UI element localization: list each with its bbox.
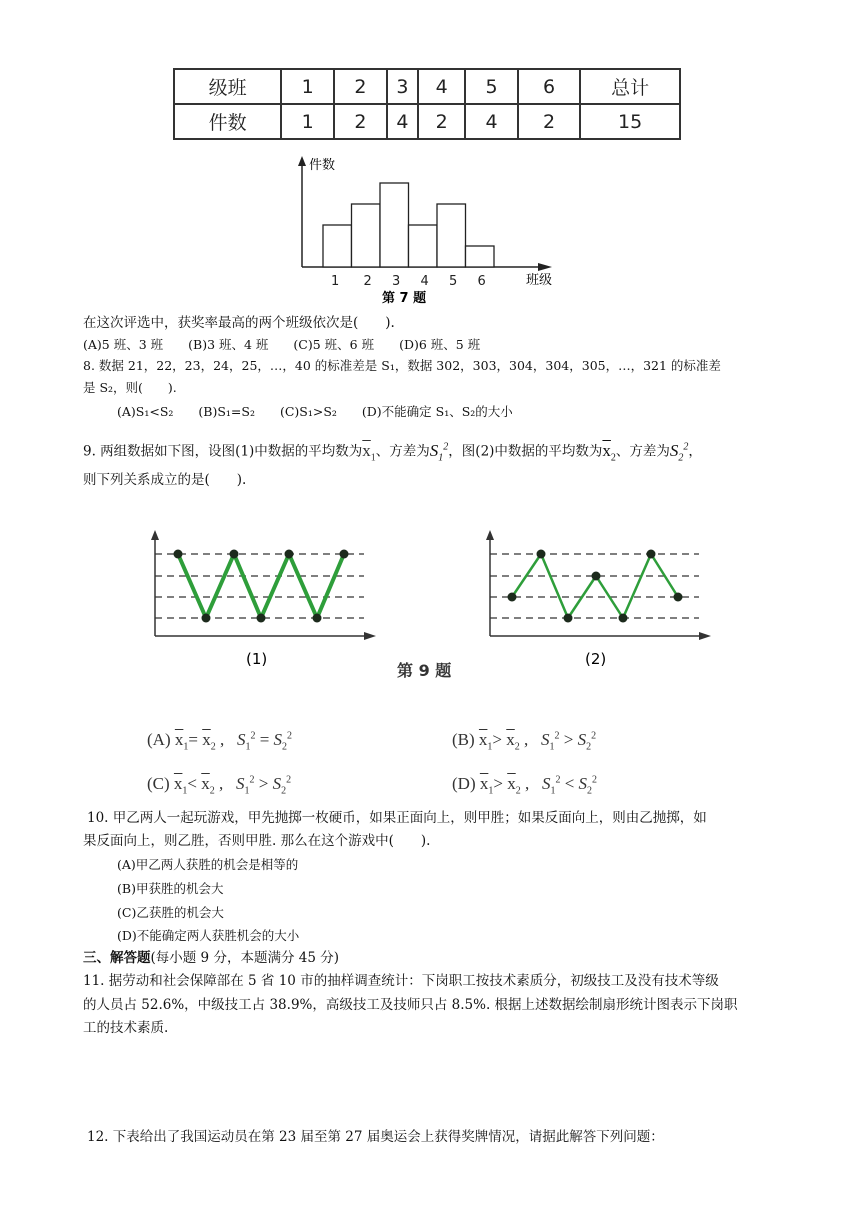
x-tick-label: 4 bbox=[420, 274, 429, 289]
table-cell: 2 bbox=[334, 69, 387, 104]
table-cell: 2 bbox=[334, 104, 387, 139]
histogram-tick-labels bbox=[331, 274, 486, 289]
q7-options: (A)5 班、3 班 (B)3 班、4 班 (C)5 班、6 班 (D)6 班、5 班 bbox=[83, 337, 481, 352]
q9-stem bbox=[83, 437, 702, 468]
histogram-bar bbox=[409, 225, 438, 267]
histogram-figure-7 bbox=[280, 152, 570, 308]
table-row bbox=[174, 69, 680, 104]
histogram-bar bbox=[437, 204, 466, 267]
x-axis-arrow bbox=[538, 263, 552, 271]
chart-series bbox=[508, 550, 683, 623]
data-point bbox=[674, 593, 683, 602]
q9-option-a: (A) $\overline{x}_1= \overline{x}_2$ , $S_1^2 = S_2^2$ bbox=[147, 730, 293, 753]
table-cell: 1 bbox=[281, 69, 334, 104]
chart-2-label: (2) bbox=[585, 650, 607, 668]
data-point bbox=[257, 614, 266, 623]
histogram-y-label: 件数 bbox=[309, 158, 336, 173]
histogram-bar bbox=[380, 183, 409, 267]
table-cell: 2 bbox=[418, 104, 465, 139]
class-award-table bbox=[173, 68, 681, 140]
q10-line1: 10. 甲乙两人一起玩游戏，甲先抛掷一枚硬币，如果正面向上，则甲胜；如果反面向上，则由乙抛掷，如 bbox=[87, 810, 707, 826]
x-tick-label: 2 bbox=[363, 274, 372, 289]
q9-option-b: (B) $\overline{x}_1> \overline{x}_2$ , $S_1^2 > S_2^2$ bbox=[452, 730, 597, 753]
chart-series bbox=[174, 550, 349, 623]
q9-text-e: ， bbox=[688, 443, 702, 460]
data-point bbox=[647, 550, 656, 559]
q9-option-d: (D) $\overline{x}_1> \overline{x}_2$ , $S_1^2 < S_2^2$ bbox=[452, 774, 598, 797]
data-point bbox=[230, 550, 239, 559]
data-point bbox=[313, 614, 322, 623]
x-tick-label: 1 bbox=[331, 274, 340, 289]
histogram-bars bbox=[323, 183, 494, 267]
option-label: (C) bbox=[147, 774, 170, 793]
option-label: (A) bbox=[147, 730, 171, 749]
line-chart-figure-9-2 bbox=[475, 528, 715, 670]
mean-x1-symbol: $\overline{x}_1$ bbox=[362, 440, 376, 464]
q12-line1: 12. 下表给出了我国运动员在第 23 届至第 27 届奥运会上获得奖牌情况，请据此解答下列问题： bbox=[87, 1129, 664, 1145]
q11-line3: 工的技术素质. bbox=[83, 1020, 169, 1036]
q9-text-c: ，图(2)中数据的平均数为 bbox=[448, 443, 603, 460]
table-row bbox=[174, 104, 680, 139]
data-point bbox=[174, 550, 183, 559]
q10-option-d: (D)不能确定两人获胜机会的大小 bbox=[117, 928, 300, 943]
q9-line2: 则下列关系成立的是( ). bbox=[83, 472, 247, 488]
q10-option-c: (C)乙获胜的机会大 bbox=[117, 905, 224, 920]
histogram-bar bbox=[466, 246, 495, 267]
figure-7-caption: 第 7 题 bbox=[382, 291, 427, 306]
chart-axes bbox=[151, 530, 376, 640]
q10-option-b: (B)甲获胜的机会大 bbox=[117, 881, 224, 896]
data-point bbox=[340, 550, 349, 559]
chart-1-label: (1) bbox=[246, 650, 268, 668]
table-cell: 6 bbox=[518, 69, 580, 104]
data-point bbox=[592, 572, 601, 581]
q11-line1: 11. 据劳动和社会保障部在 5 省 10 市的抽样调查统计：下岗职工按技术素质分，初级技工及没有技术等级 bbox=[83, 973, 719, 989]
table-cell: 总计 bbox=[580, 69, 680, 104]
table-cell: 件数 bbox=[174, 104, 281, 139]
table-cell: 1 bbox=[281, 104, 334, 139]
q9-text-b: 、方差为 bbox=[375, 443, 430, 460]
series-line bbox=[512, 554, 678, 618]
line-chart-figure-9-1 bbox=[140, 528, 380, 670]
q9-option-c: (C) $\overline{x}_1< \overline{x}_2$ , $S_1^2 > S_2^2$ bbox=[147, 774, 292, 797]
figure-9-caption: 第 9 题 bbox=[397, 661, 452, 680]
data-point bbox=[285, 550, 294, 559]
x-axis-arrow bbox=[364, 632, 376, 640]
mean-x2-symbol: $\overline{x}_2$ bbox=[602, 440, 616, 464]
q9-text-d: 、方差为 bbox=[615, 443, 670, 460]
y-axis-arrow bbox=[151, 530, 159, 540]
table-cell: 5 bbox=[465, 69, 518, 104]
histogram-bar bbox=[352, 204, 381, 267]
table-cell: 2 bbox=[518, 104, 580, 139]
table-cell: 3 bbox=[387, 69, 418, 104]
q10-option-a: (A)甲乙两人获胜的机会是相等的 bbox=[117, 857, 299, 872]
data-point bbox=[202, 614, 211, 623]
q11-line2: 的人员占 52.6%，中级技工占 38.9%，高级技工及技师只占 8.5%. 根据上述数据绘制扇形统计图表示下岗职 bbox=[83, 997, 738, 1013]
y-axis-arrow bbox=[298, 156, 306, 166]
series-line bbox=[178, 554, 344, 618]
table-cell: 4 bbox=[418, 69, 465, 104]
section-3-note: (每小题 9 分，本题满分 45 分) bbox=[150, 950, 339, 966]
q10-line2: 果反面向上，则乙胜，否则甲胜. 那么在这个游戏中( ). bbox=[83, 833, 431, 849]
section-3-heading bbox=[83, 948, 339, 968]
histogram-bar bbox=[323, 225, 352, 267]
table-cell: 4 bbox=[387, 104, 418, 139]
variance-s1-symbol: $S_1^2$ bbox=[429, 440, 449, 464]
data-point bbox=[508, 593, 517, 602]
table-cell: 级班 bbox=[174, 69, 281, 104]
q7-stem: 在这次评选中，获奖率最高的两个班级依次是( ). bbox=[83, 315, 395, 331]
option-label: (D) bbox=[452, 774, 476, 793]
y-axis-arrow bbox=[486, 530, 494, 540]
q8-line1: 8. 数据 21，22，23，24，25，…，40 的标准差是 S₁，数据 302，303，304，304，305，…，321 的标准差 bbox=[83, 358, 721, 373]
chart-gridlines bbox=[490, 554, 699, 618]
q9-text-a: 9. 两组数据如下图，设图(1)中数据的平均数为 bbox=[83, 443, 363, 460]
option-label: (B) bbox=[452, 730, 475, 749]
x-tick-label: 5 bbox=[449, 274, 458, 289]
table-cell: 15 bbox=[580, 104, 680, 139]
data-point bbox=[564, 614, 573, 623]
q8-line2: 是 S₂，则( ). bbox=[83, 380, 177, 395]
table-cell: 4 bbox=[465, 104, 518, 139]
histogram-x-label: 班级 bbox=[526, 273, 553, 288]
data-point bbox=[537, 550, 546, 559]
x-tick-label: 6 bbox=[477, 274, 486, 289]
variance-s2-symbol: $S_2^2$ bbox=[669, 440, 689, 464]
q8-options: (A)S₁<S₂ (B)S₁=S₂ (C)S₁>S₂ (D)不能确定 S₁、S₂的大小 bbox=[117, 404, 513, 419]
x-tick-label: 3 bbox=[392, 274, 401, 289]
section-3-title: 三、解答题 bbox=[83, 950, 151, 966]
x-axis-arrow bbox=[699, 632, 711, 640]
data-point bbox=[619, 614, 628, 623]
